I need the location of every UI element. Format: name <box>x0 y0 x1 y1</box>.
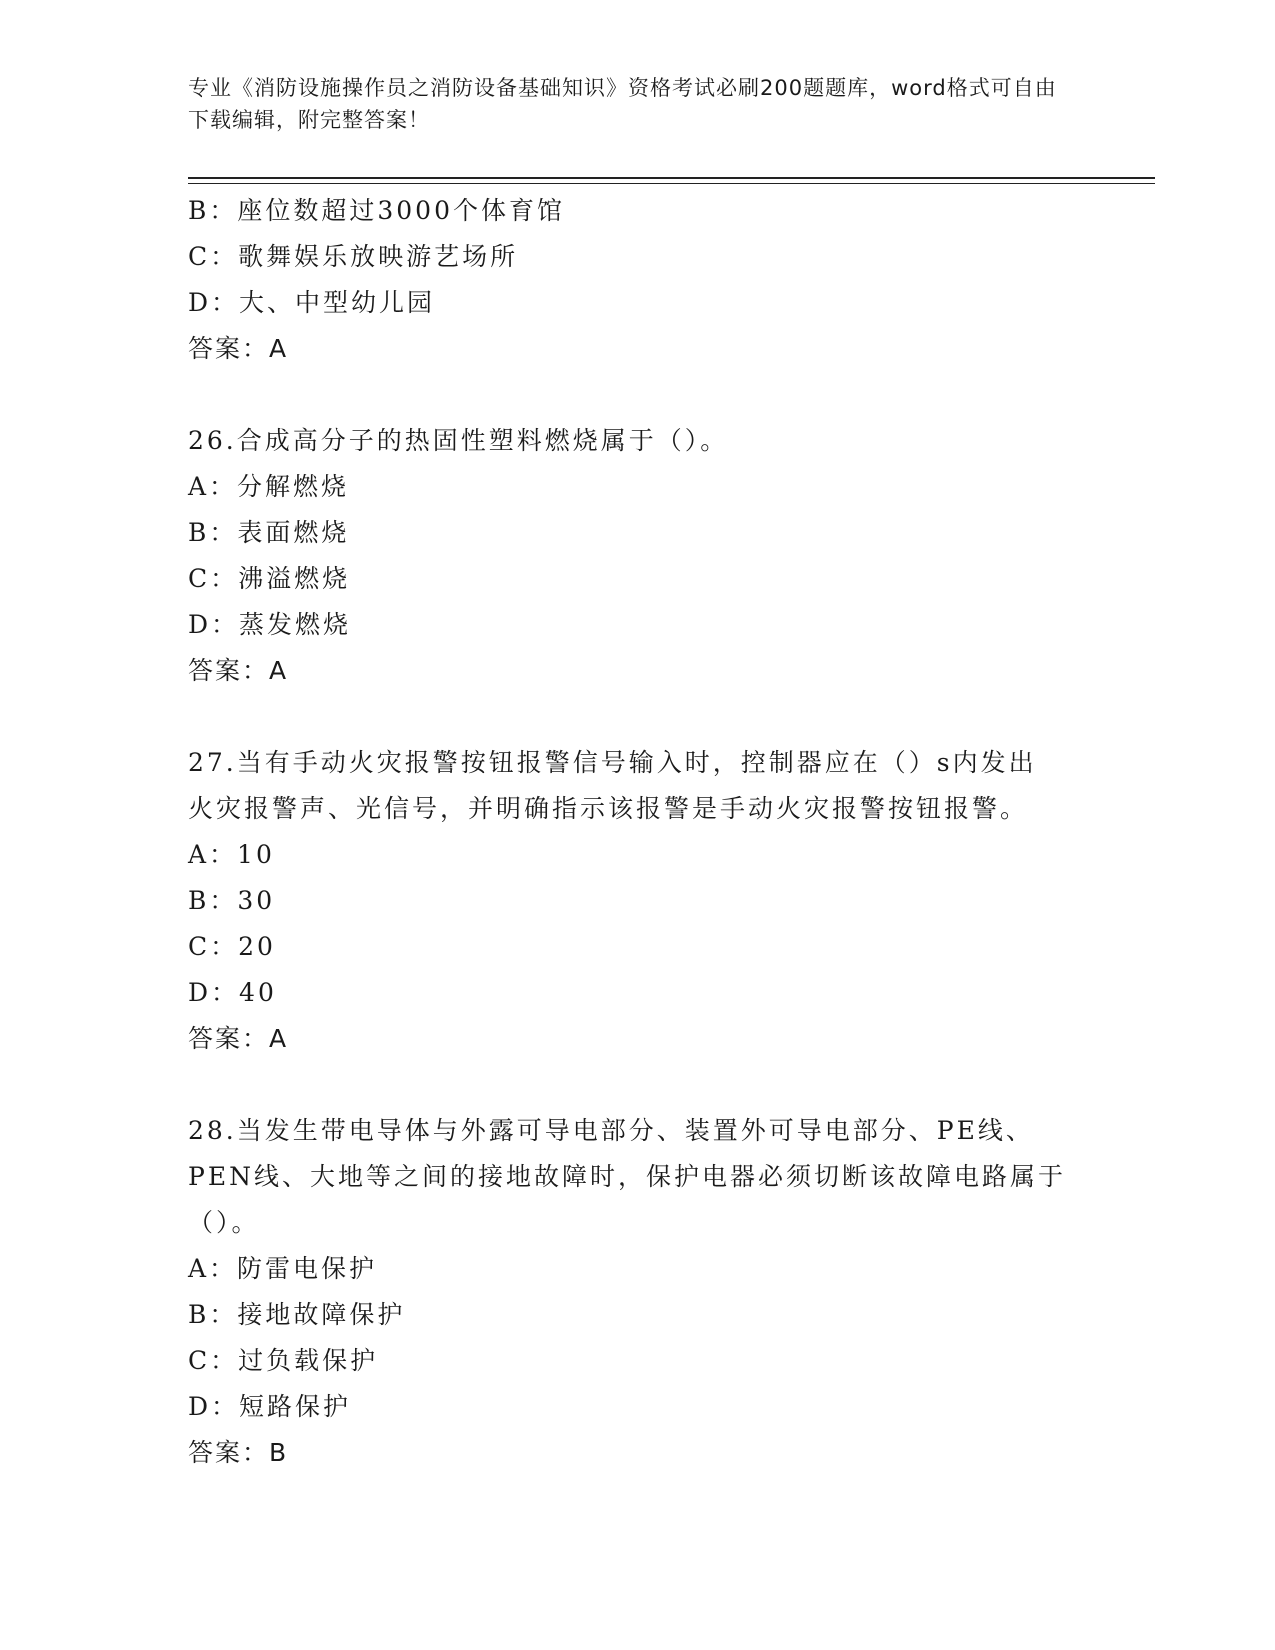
header-rule-thin <box>188 183 1155 184</box>
header-rule-thick <box>188 177 1155 179</box>
question-25-continuation <box>188 188 1088 372</box>
question-stem-line-2: 火灾报警声、光信号，并明确指示该报警是手动火灾报警按钮报警。 <box>188 794 1029 823</box>
option-b: B：座位数超过3000个体育馆 <box>188 196 565 225</box>
spacer <box>188 1062 1088 1108</box>
option-a: A：防雷电保护 <box>188 1254 378 1283</box>
question-stem-line-1: 28.当发生带电导体与外露可导电部分、装置外可导电部分、PE线、 <box>188 1116 1034 1145</box>
option-a: A：分解燃烧 <box>188 472 350 501</box>
question-stem-line-1: 27.当有手动火灾报警按钮报警信号输入时，控制器应在（）s内发出 <box>188 748 1037 777</box>
question-stem-line-2: PEN线、大地等之间的接地故障时，保护电器必须切断该故障电路属于 <box>188 1162 1066 1191</box>
page-header: 专业《消防设施操作员之消防设备基础知识》资格考试必刷200题题库，word格式可自由下载编辑，附完整答案！ <box>188 76 1057 132</box>
question-27 <box>188 740 1088 1062</box>
spacer <box>188 694 1088 740</box>
question-28 <box>188 1108 1088 1476</box>
question-content <box>188 188 1088 1476</box>
option-a: A：10 <box>188 840 275 869</box>
option-c: C：20 <box>188 932 276 961</box>
answer: 答案：A <box>188 1024 289 1053</box>
option-b: B：接地故障保护 <box>188 1300 406 1329</box>
option-d: D：40 <box>188 978 277 1007</box>
answer: 答案：B <box>188 1438 289 1467</box>
spacer <box>188 372 1088 418</box>
option-c: C：歌舞娱乐放映游艺场所 <box>188 242 519 271</box>
answer: 答案：A <box>188 334 289 363</box>
option-c: C：沸溢燃烧 <box>188 564 351 593</box>
question-26 <box>188 418 1088 694</box>
question-stem-line-3: （）。 <box>188 1208 260 1237</box>
answer: 答案：A <box>188 656 289 685</box>
option-b: B：表面燃烧 <box>188 518 350 547</box>
option-d: D：短路保护 <box>188 1392 352 1421</box>
option-d: D：蒸发燃烧 <box>188 610 352 639</box>
question-stem: 26.合成高分子的热固性塑料燃烧属于（）。 <box>188 426 729 455</box>
option-c: C：过负载保护 <box>188 1346 379 1375</box>
option-d: D：大、中型幼儿园 <box>188 288 436 317</box>
option-b: B：30 <box>188 886 276 915</box>
